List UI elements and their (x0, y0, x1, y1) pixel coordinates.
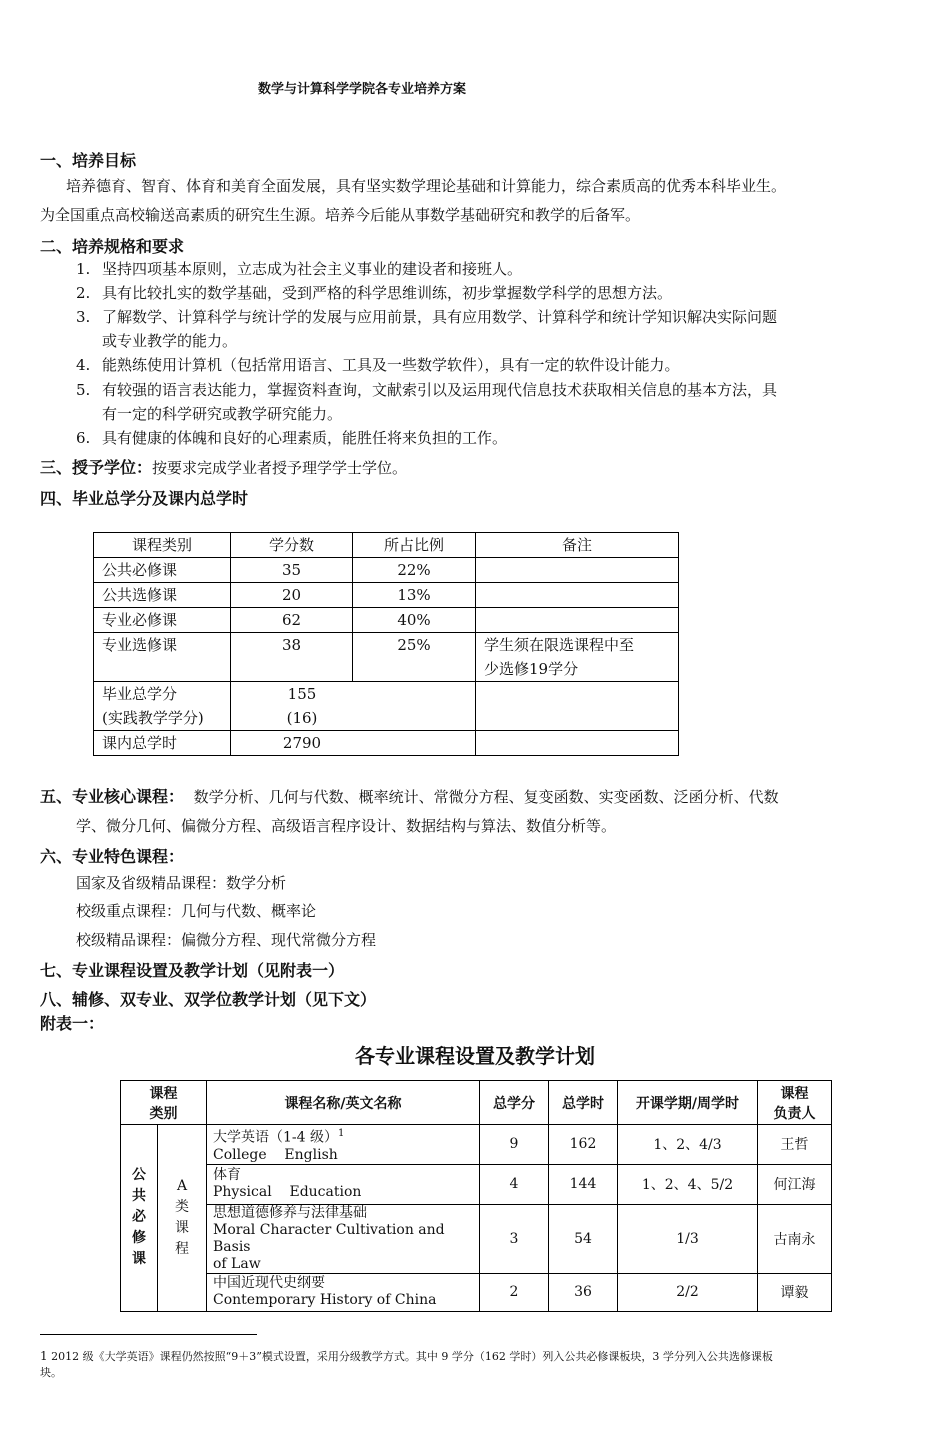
note-cell (476, 558, 679, 583)
footnote-text-cont: 块。 (40, 1366, 62, 1379)
item-text: 坚持四项基本原则，立志成为社会主义事业的建设者和接班人。 (102, 260, 523, 278)
course-cn: 思想道德修养与法律基础 (213, 1204, 367, 1221)
section-3-text: 按要求完成学业者授予理学学士学位。 (152, 459, 408, 477)
credits-cell: 3 (480, 1204, 549, 1273)
table-header-row (94, 533, 679, 558)
table-row (94, 682, 679, 731)
requirement-item (76, 305, 921, 353)
item-text-cont: 有一定的科学研究或教学研究能力。 (102, 405, 343, 423)
group-char: 课 (132, 1251, 146, 1268)
category-cell: 专业选修课 (94, 633, 231, 682)
item-text: 具有比较扎实的数学基础，受到严格的科学思维训练，初步掌握数学科学的思想方法。 (102, 284, 673, 302)
table-row (121, 1273, 832, 1311)
group-char: 公 (132, 1167, 146, 1184)
item-number: 6. (76, 429, 91, 447)
section-3-heading: 三、授予学位： (40, 458, 153, 477)
section-4-heading: 四、毕业总学分及课内总学时 (40, 489, 249, 508)
hours-cell: 144 (549, 1164, 618, 1204)
table-row (94, 558, 679, 583)
hours-value-cell: 2790 (231, 731, 476, 756)
item-number: 2. (76, 284, 91, 302)
header-cell: 备注 (476, 533, 679, 558)
requirement-item (76, 257, 921, 281)
ratio-cell: 22% (353, 558, 476, 583)
header-line: 课程 (780, 1085, 809, 1102)
section-3 (40, 456, 407, 480)
hours-cell: 54 (549, 1204, 618, 1273)
note-cell (476, 633, 679, 682)
total-value-cell (231, 682, 476, 731)
table-row (94, 583, 679, 608)
course-name-cell (207, 1273, 480, 1311)
section-5-heading: 五、专业核心课程： (40, 787, 185, 806)
group-char: 课 (175, 1219, 189, 1236)
header-line: 负责人 (773, 1105, 816, 1122)
group-char: 程 (175, 1240, 189, 1257)
ratio-cell: 40% (353, 608, 476, 633)
semester-cell: 1/3 (618, 1204, 758, 1273)
header-semester: 开课学期/周学时 (618, 1081, 758, 1125)
section-6-heading: 六、专业特色课程： (40, 847, 185, 866)
item-text: 具有健康的体魄和良好的心理素质，能胜任将来负担的工作。 (102, 429, 508, 447)
table-row (121, 1164, 832, 1204)
hours-cell: 162 (549, 1125, 618, 1165)
group-char: A (176, 1177, 188, 1194)
course-name-cell (207, 1125, 480, 1165)
table-row (94, 633, 679, 682)
group-char: 必 (132, 1209, 146, 1226)
appendix-label: 附表一： (40, 1014, 105, 1033)
semester-cell: 1、2、4/3 (618, 1125, 758, 1165)
owner-cell: 谭毅 (758, 1273, 832, 1311)
section-5-line2: 学、微分几何、偏微分方程、高级语言程序设计、数据结构与算法、数值分析等。 (76, 817, 617, 835)
credits-cell: 62 (231, 608, 353, 633)
ratio-cell: 25% (353, 633, 476, 682)
section-5 (40, 785, 925, 809)
credits-cell: 20 (231, 583, 353, 608)
practice-label: (实践教学学分) (102, 709, 204, 727)
requirement-item (76, 353, 921, 377)
note-cell (476, 731, 679, 756)
requirement-item (76, 378, 921, 426)
footnote-mark: 1 (338, 1128, 345, 1139)
feature-course-line: 校级精品课程：偏微分方程、现代常微分方程 (76, 931, 377, 949)
group-char: 共 (132, 1188, 146, 1205)
item-number: 5. (76, 381, 91, 399)
plan-title: 各专业课程设置及教学计划 (355, 1044, 595, 1068)
table-row (94, 608, 679, 633)
practice-value: (16) (286, 709, 318, 727)
header-line: 类别 (149, 1105, 178, 1122)
credits-cell: 38 (231, 633, 353, 682)
table-header-row (121, 1081, 832, 1125)
header-course-name: 课程名称/英文名称 (207, 1081, 480, 1125)
course-cn: 中国近现代史纲要 (213, 1275, 325, 1292)
credits-cell: 2 (480, 1273, 549, 1311)
credits-cell: 9 (480, 1125, 549, 1165)
header-cell: 所占比例 (353, 533, 476, 558)
item-text: 了解数学、计算科学与统计学的发展与应用前景，具有应用数学、计算科学和统计学知识解决实际问题 (102, 308, 778, 326)
semester-cell: 1、2、4、5/2 (618, 1164, 758, 1204)
owner-cell: 何江海 (758, 1164, 832, 1204)
course-en: Contemporary History of China (213, 1292, 437, 1309)
header-cell: 课程类别 (94, 533, 231, 558)
note-line: 学生须在限选课程中至 (484, 636, 635, 654)
header-line: 课程 (149, 1085, 178, 1102)
note-cell (476, 682, 679, 731)
footnote-divider (40, 1334, 257, 1335)
category-cell: 公共选修课 (94, 583, 231, 608)
item-text-cont: 或专业教学的能力。 (102, 332, 238, 350)
requirement-item (76, 426, 921, 450)
section-5-line1: 数学分析、几何与代数、概率统计、常微分方程、复变函数、实变函数、泛函分析、代数 (193, 788, 779, 806)
credits-cell: 35 (231, 558, 353, 583)
course-en: College English (213, 1146, 338, 1163)
group-class-a (158, 1125, 207, 1312)
header-category (121, 1081, 207, 1125)
course-plan-table (120, 1080, 832, 1312)
course-name-cell (207, 1204, 480, 1273)
owner-cell: 王哲 (758, 1125, 832, 1165)
section-1-heading: 一、培养目标 (40, 151, 137, 170)
course-cn: 体育 (213, 1167, 241, 1184)
document-title: 数学与计算科学学院各专业培养方案 (258, 82, 467, 97)
category-cell: 专业必修课 (94, 608, 231, 633)
header-hours: 总学时 (549, 1081, 618, 1125)
requirement-item (76, 281, 921, 305)
item-number: 3. (76, 308, 91, 326)
table-row (94, 731, 679, 756)
feature-course-line: 校级重点课程：几何与代数、概率论 (76, 902, 317, 920)
note-cell (476, 583, 679, 608)
section-2-heading: 二、培养规格和要求 (40, 237, 185, 256)
total-label-cell (94, 682, 231, 731)
course-en: of Law (213, 1255, 261, 1272)
note-line: 少选修19学分 (484, 660, 579, 678)
feature-course-line: 国家及省级精品课程：数学分析 (76, 874, 287, 892)
course-cn: 大学英语（1-4 级） (213, 1129, 338, 1146)
item-text: 有较强的语言表达能力，掌握资料查询，文献索引以及运用现代信息技术获取相关信息的基本方法，具 (102, 381, 778, 399)
section-1-para-line1: 培养德育、智育、体育和美育全面发展，具有坚实数学理论基础和计算能力，综合素质高的优秀本科毕业生。 (66, 177, 787, 195)
credits-cell: 4 (480, 1164, 549, 1204)
footnote (40, 1348, 920, 1381)
header-cell: 学分数 (231, 533, 353, 558)
group-public-required (121, 1125, 158, 1312)
hours-cell: 36 (549, 1273, 618, 1311)
owner-cell: 古南永 (758, 1204, 832, 1273)
item-number: 4. (76, 356, 91, 374)
table-row (121, 1125, 832, 1165)
header-owner (758, 1081, 832, 1125)
hours-label-cell: 课内总学时 (94, 731, 231, 756)
note-cell (476, 608, 679, 633)
course-en: Moral Character Cultivation and Basis (213, 1221, 445, 1255)
group-char: 修 (132, 1230, 146, 1247)
total-value: 155 (287, 685, 317, 703)
category-cell: 公共必修课 (94, 558, 231, 583)
footnote-text: 2012 级《大学英语》课程仍然按照“9＋3”模式设置，采用分级教学方式。其中 9 学分（162 学时）列入公共必修课板块，3 学分列入公共选修课板 (51, 1350, 773, 1363)
semester-cell: 2/2 (618, 1273, 758, 1311)
section-8-heading: 八、辅修、双专业、双学位教学计划（见下文） (40, 990, 377, 1009)
course-name-cell (207, 1164, 480, 1204)
item-number: 1. (76, 260, 91, 278)
ratio-cell: 13% (353, 583, 476, 608)
group-char: 类 (175, 1198, 189, 1215)
total-label: 毕业总学分 (102, 685, 178, 703)
item-text: 能熟练使用计算机（包括常用语言、工具及一些数学软件），具有一定的软件设计能力。 (102, 356, 680, 374)
header-credits: 总学分 (480, 1081, 549, 1125)
section-1-para-line2: 为全国重点高校输送高素质的研究生生源。培养今后能从事数学基础研究和教学的后备军。 (40, 206, 641, 224)
credits-table (93, 532, 679, 756)
table-row (121, 1204, 832, 1273)
footnote-mark: 1 (40, 1349, 48, 1363)
course-en: Physical Education (213, 1184, 362, 1201)
section-7-heading: 七、专业课程设置及教学计划（见附表一） (40, 961, 345, 980)
